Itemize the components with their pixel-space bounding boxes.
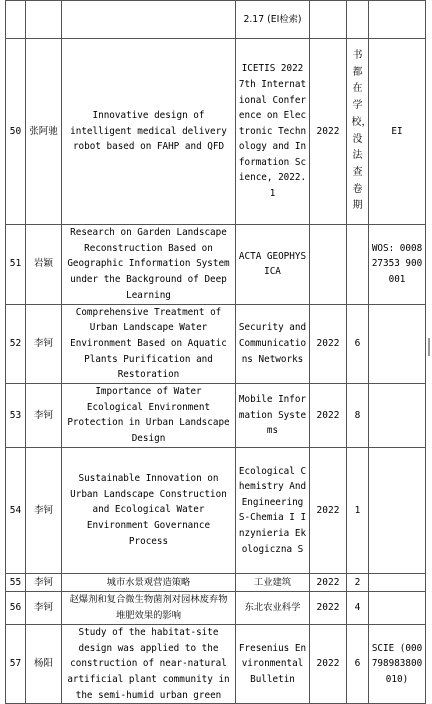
row-number: 54 [6, 447, 26, 573]
volume-cell: 8 [347, 384, 369, 448]
year-cell [310, 1, 347, 39]
table-row [6, 384, 426, 448]
venue-cell: Mobile Information Systems [236, 384, 310, 448]
year-cell: 2022 [310, 384, 347, 448]
venue-cell: 东北农业科学 [236, 592, 310, 624]
table-row [6, 592, 426, 624]
volume-cell [347, 1, 369, 39]
index-cell [369, 304, 426, 384]
publication-table [5, 0, 426, 704]
index-cell: EI [369, 39, 426, 225]
index-cell [369, 573, 426, 592]
author-cell: 李钶 [26, 384, 62, 448]
row-number: 52 [6, 304, 26, 384]
table-row [6, 39, 426, 225]
author-cell: 杨阳 [26, 624, 62, 704]
row-number: 57 [6, 624, 26, 704]
index-cell [369, 1, 426, 39]
author-cell: 李钶 [26, 304, 62, 384]
index-cell: WOS: 000827353 900001 [369, 225, 426, 305]
venue-cell: ICETIS 2022 7th International Conference on Electronic Technology and Information Science, 2022.1 [236, 39, 310, 225]
author-cell: 岩颖 [26, 225, 62, 305]
venue-cell: Security and Communications Networks [236, 304, 310, 384]
author-cell: 李钶 [26, 573, 62, 592]
title-cell: Research on Garden Landscape Reconstruction Based on Geographic Information System under the Background of Deep Learning [62, 225, 236, 305]
title-cell: Sustainable Innovation on Urban Landscape Construction and Ecological Water Environment Governance Process [62, 447, 236, 573]
index-cell [369, 447, 426, 573]
year-cell: 2022 [310, 39, 347, 225]
author-cell [26, 1, 62, 39]
index-cell: SCIE (000798983800010) [369, 624, 426, 704]
year-cell [310, 225, 347, 305]
author-cell: 李钶 [26, 592, 62, 624]
title-cell: 赵爆剂和复合微生物菌剂对园林废弃物堆肥效果的影响 [62, 592, 236, 624]
title-cell: Comprehensive Treatment of Urban Landscape Water Environment Based on Aquatic Plants Purification and Restoration [62, 304, 236, 384]
index-cell [369, 592, 426, 624]
volume-cell: 4 [347, 592, 369, 624]
volume-cell: 6 [347, 304, 369, 384]
title-cell [62, 1, 236, 39]
volume-cell: 6 [347, 624, 369, 704]
table-row [6, 447, 426, 573]
volume-cell [347, 225, 369, 305]
title-cell: 城市水景观营造策略 [62, 573, 236, 592]
year-cell: 2022 [310, 447, 347, 573]
row-number: 53 [6, 384, 26, 448]
table-row [6, 573, 426, 592]
volume-cell: 2 [347, 573, 369, 592]
venue-cell: Ecological Chemistry And Engineering S-Chemia I Inzynieria Ekologiczna S [236, 447, 310, 573]
index-cell [369, 384, 426, 448]
table-row [6, 624, 426, 704]
volume-note: 书都在学校，没法查卷期 [351, 49, 372, 212]
table-row [6, 304, 426, 384]
year-cell: 2022 [310, 573, 347, 592]
table-row [6, 225, 426, 305]
volume-cell: 1 [347, 447, 369, 573]
venue-cell: 2.17 (EI检索) [236, 1, 310, 39]
venue-cell: Fresenius Environmental Bulletin [236, 624, 310, 704]
table-row [6, 1, 426, 39]
row-number: 56 [6, 592, 26, 624]
title-cell: Study of the habitat-site design was applied to the construction of near-natural artificial plant community in the semi-humid urban green [62, 624, 236, 704]
title-cell: Importance of Water Ecological Environment Protection in Urban Landscape Design [62, 384, 236, 448]
row-number [6, 1, 26, 39]
year-cell: 2022 [310, 592, 347, 624]
scroll-indicator[interactable] [428, 338, 430, 356]
row-number: 51 [6, 225, 26, 305]
volume-cell [347, 39, 372, 225]
venue-cell: ACTA GEOPHYSICA [236, 225, 310, 305]
year-cell: 2022 [310, 304, 347, 384]
year-cell: 2022 [310, 624, 347, 704]
author-cell: 张阿驰 [26, 39, 62, 225]
row-number: 50 [6, 39, 26, 225]
author-cell: 李钶 [26, 447, 62, 573]
venue-cell: 工业建筑 [236, 573, 310, 592]
title-cell: Innovative design of intelligent medical delivery robot based on FAHP and QFD [62, 39, 236, 225]
row-number: 55 [6, 573, 26, 592]
